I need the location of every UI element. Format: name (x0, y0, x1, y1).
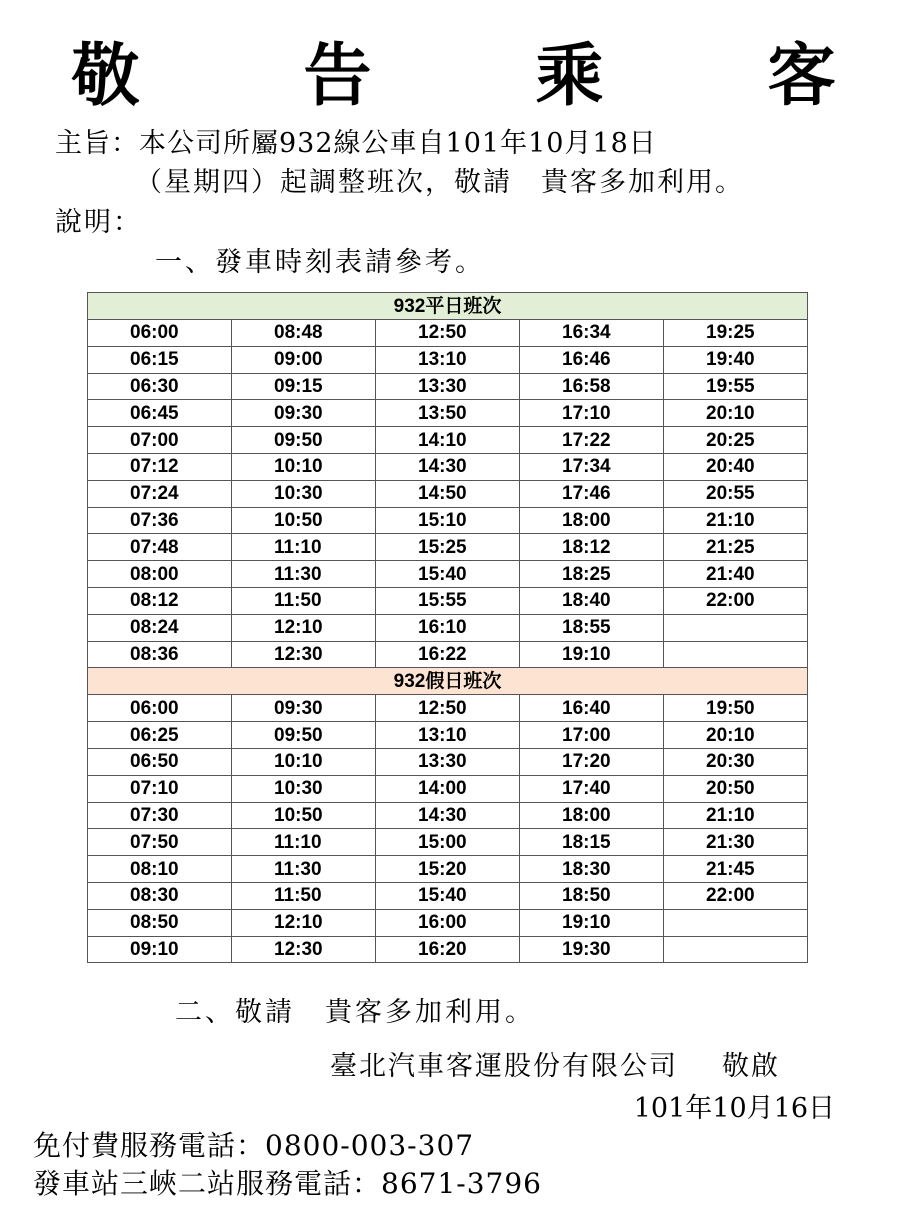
departure-time-cell: 13:10 (376, 346, 520, 373)
table-row (88, 748, 808, 775)
table-row (88, 882, 808, 909)
table-row (88, 346, 808, 373)
departure-time-cell: 21:25 (664, 534, 808, 561)
departure-time-cell: 18:30 (520, 856, 664, 883)
departure-time-cell: 16:10 (376, 614, 520, 641)
departure-time-cell: 07:12 (88, 453, 232, 480)
departure-time-cell: 11:50 (232, 882, 376, 909)
departure-time-cell: 21:10 (664, 507, 808, 534)
station-phone: 發車站三峽二站服務電話：8671-3796 (33, 1167, 542, 1200)
departure-time-cell: 20:10 (664, 400, 808, 427)
table-row (88, 909, 808, 936)
departure-time-cell (664, 641, 808, 668)
departure-time-cell: 15:20 (376, 856, 520, 883)
departure-time-cell: 12:50 (376, 320, 520, 347)
departure-time-cell: 20:50 (664, 775, 808, 802)
departure-time-cell: 21:10 (664, 802, 808, 829)
departure-time-cell: 19:10 (520, 641, 664, 668)
departure-time-cell: 12:10 (232, 614, 376, 641)
departure-time-cell: 21:40 (664, 561, 808, 588)
table-row (88, 320, 808, 347)
notice-subject-line: 主旨：本公司所屬932線公車自101年10月18日 (55, 128, 657, 159)
departure-time-cell: 07:00 (88, 427, 232, 454)
departure-time-cell: 09:30 (232, 695, 376, 722)
departure-time-cell: 21:45 (664, 856, 808, 883)
departure-time-cell: 13:30 (376, 373, 520, 400)
departure-time-cell: 06:00 (88, 320, 232, 347)
departure-time-cell: 17:00 (520, 722, 664, 749)
departure-time-cell: 06:00 (88, 695, 232, 722)
departure-time-cell: 17:22 (520, 427, 664, 454)
departure-time-cell: 19:40 (664, 346, 808, 373)
departure-time-cell: 06:30 (88, 373, 232, 400)
departure-time-cell: 07:30 (88, 802, 232, 829)
departure-time-cell: 17:34 (520, 453, 664, 480)
departure-time-cell: 10:10 (232, 748, 376, 775)
departure-time-cell: 13:10 (376, 722, 520, 749)
departure-time-cell: 09:00 (232, 346, 376, 373)
departure-time-cell: 20:55 (664, 480, 808, 507)
departure-time-cell: 08:48 (232, 320, 376, 347)
departure-time-cell: 08:00 (88, 561, 232, 588)
departure-time-cell: 17:40 (520, 775, 664, 802)
departure-time-cell: 14:30 (376, 453, 520, 480)
departure-time-cell: 09:50 (232, 427, 376, 454)
departure-time-cell: 09:30 (232, 400, 376, 427)
departure-time-cell: 11:30 (232, 561, 376, 588)
departure-time-cell: 15:00 (376, 829, 520, 856)
departure-time-cell: 16:40 (520, 695, 664, 722)
table-row (88, 856, 808, 883)
respect-closing: 敬啟 (722, 1051, 780, 1082)
holiday-schedule-header-row (88, 668, 808, 695)
table-row (88, 400, 808, 427)
notice-date: 101年10月16日 (633, 1093, 835, 1124)
departure-time-cell: 18:25 (520, 561, 664, 588)
table-row (88, 427, 808, 454)
company-name: 臺北汽車客運股份有限公司 (330, 1051, 678, 1082)
departure-time-cell: 16:58 (520, 373, 664, 400)
departure-time-cell: 18:00 (520, 507, 664, 534)
departure-time-cell: 21:30 (664, 829, 808, 856)
departure-time-cell: 10:50 (232, 802, 376, 829)
signature-line (330, 1044, 780, 1083)
table-row (88, 507, 808, 534)
departure-time-cell: 19:10 (520, 909, 664, 936)
departure-time-cell: 08:30 (88, 882, 232, 909)
departure-time-cell: 14:30 (376, 802, 520, 829)
departure-time-cell: 10:30 (232, 480, 376, 507)
departure-time-cell: 19:55 (664, 373, 808, 400)
departure-time-cell: 09:10 (88, 936, 232, 963)
departure-time-cell: 15:40 (376, 882, 520, 909)
departure-time-cell: 07:36 (88, 507, 232, 534)
departure-time-cell: 15:10 (376, 507, 520, 534)
departure-time-cell: 16:34 (520, 320, 664, 347)
departure-time-cell: 12:30 (232, 641, 376, 668)
table-row (88, 802, 808, 829)
departure-time-cell: 06:25 (88, 722, 232, 749)
departure-time-cell: 20:40 (664, 453, 808, 480)
notice-explanation-label: 說明： (55, 207, 142, 238)
notice-title: 敬 告 乘 客 (71, 36, 884, 116)
departure-time-cell: 16:46 (520, 346, 664, 373)
departure-time-cell: 22:00 (664, 882, 808, 909)
toll-free-phone: 免付費服務電話：0800-003-307 (33, 1129, 475, 1162)
table-row (88, 936, 808, 963)
schedule-table (87, 292, 808, 963)
departure-time-cell: 11:10 (232, 534, 376, 561)
departure-time-cell: 12:50 (376, 695, 520, 722)
table-row (88, 775, 808, 802)
departure-time-cell: 11:10 (232, 829, 376, 856)
table-row (88, 722, 808, 749)
table-row (88, 641, 808, 668)
departure-time-cell: 07:50 (88, 829, 232, 856)
departure-time-cell: 15:25 (376, 534, 520, 561)
departure-time-cell: 08:24 (88, 614, 232, 641)
table-row (88, 480, 808, 507)
table-row (88, 614, 808, 641)
table-row (88, 561, 808, 588)
departure-time-cell: 10:10 (232, 453, 376, 480)
departure-time-cell: 17:10 (520, 400, 664, 427)
departure-time-cell: 10:50 (232, 507, 376, 534)
departure-time-cell: 09:50 (232, 722, 376, 749)
departure-time-cell: 14:00 (376, 775, 520, 802)
table-row (88, 695, 808, 722)
departure-time-cell: 14:50 (376, 480, 520, 507)
departure-time-cell: 12:10 (232, 909, 376, 936)
departure-time-cell: 22:00 (664, 587, 808, 614)
departure-time-cell: 07:24 (88, 480, 232, 507)
departure-time-cell: 18:55 (520, 614, 664, 641)
departure-time-cell: 09:15 (232, 373, 376, 400)
departure-time-cell (664, 936, 808, 963)
departure-time-cell: 17:46 (520, 480, 664, 507)
table-row (88, 534, 808, 561)
departure-time-cell (664, 614, 808, 641)
table-row (88, 453, 808, 480)
departure-time-cell: 19:30 (520, 936, 664, 963)
departure-time-cell: 20:30 (664, 748, 808, 775)
departure-time-cell: 06:45 (88, 400, 232, 427)
departure-time-cell: 19:50 (664, 695, 808, 722)
departure-time-cell: 16:00 (376, 909, 520, 936)
departure-time-cell: 08:10 (88, 856, 232, 883)
notice-subject-continuation: （星期四）起調整班次，敬請 貴客多加利用。 (135, 167, 744, 198)
departure-time-cell: 20:10 (664, 722, 808, 749)
table-row (88, 373, 808, 400)
departure-time-cell: 16:20 (376, 936, 520, 963)
departure-time-cell: 20:25 (664, 427, 808, 454)
departure-time-cell: 07:10 (88, 775, 232, 802)
departure-time-cell: 18:40 (520, 587, 664, 614)
departure-time-cell: 11:50 (232, 587, 376, 614)
notice-item-two: 二、敬請 貴客多加利用。 (175, 997, 535, 1028)
departure-time-cell: 13:50 (376, 400, 520, 427)
departure-time-cell: 17:20 (520, 748, 664, 775)
departure-time-cell: 13:30 (376, 748, 520, 775)
holiday-schedule-header: 932假日班次 (88, 668, 808, 695)
departure-time-cell: 06:50 (88, 748, 232, 775)
departure-time-cell: 07:48 (88, 534, 232, 561)
weekday-schedule-header-row (88, 293, 808, 320)
departure-time-cell: 15:55 (376, 587, 520, 614)
departure-time-cell: 11:30 (232, 856, 376, 883)
departure-time-cell: 10:30 (232, 775, 376, 802)
departure-time-cell: 18:00 (520, 802, 664, 829)
departure-time-cell: 12:30 (232, 936, 376, 963)
departure-time-cell (664, 909, 808, 936)
departure-time-cell: 08:36 (88, 641, 232, 668)
weekday-schedule-header: 932平日班次 (88, 293, 808, 320)
notice-item-one: 一、發車時刻表請參考。 (155, 247, 485, 278)
departure-time-cell: 18:12 (520, 534, 664, 561)
departure-time-cell: 08:12 (88, 587, 232, 614)
departure-time-cell: 06:15 (88, 346, 232, 373)
table-row (88, 829, 808, 856)
departure-time-cell: 15:40 (376, 561, 520, 588)
departure-time-cell: 19:25 (664, 320, 808, 347)
table-row (88, 587, 808, 614)
departure-time-cell: 08:50 (88, 909, 232, 936)
departure-time-cell: 16:22 (376, 641, 520, 668)
departure-time-cell: 14:10 (376, 427, 520, 454)
departure-time-cell: 18:15 (520, 829, 664, 856)
departure-time-cell: 18:50 (520, 882, 664, 909)
